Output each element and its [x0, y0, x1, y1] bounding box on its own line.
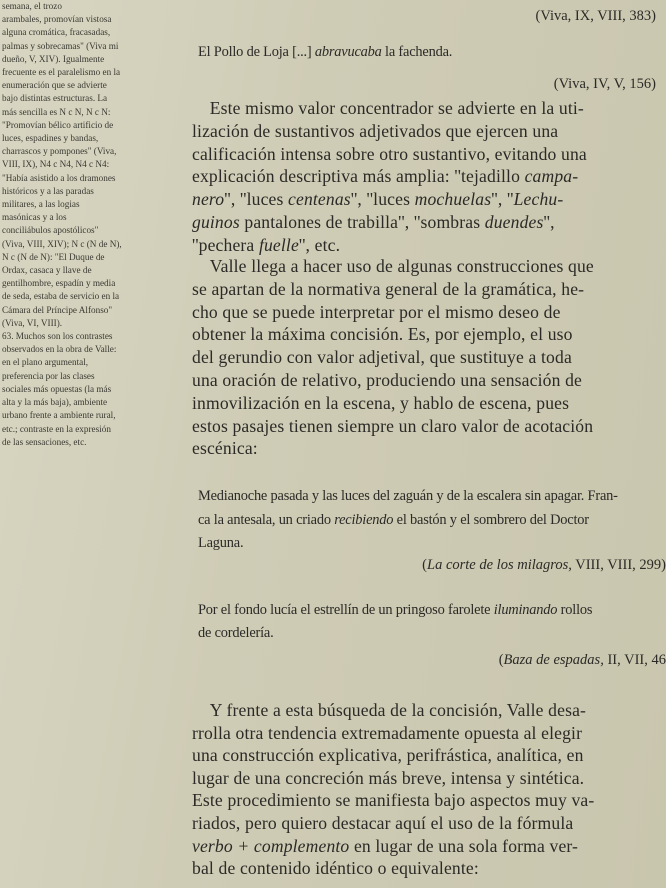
text-line: explicación descriptiva más amplia: ''tejadillo campa- — [192, 166, 579, 187]
text-line: lización de sustantivos adjetivados que ejercen una — [192, 120, 559, 141]
margin-note-line: alguna cromática, fracasadas, — [2, 27, 111, 38]
margin-note-line: N c (N de N): "El Duque de — [2, 251, 105, 262]
margin-note-line: charrascos y pompones" (Viva, — [2, 146, 117, 157]
quote-1-citation: (Viva, IV, V, 156) — [553, 76, 656, 92]
margin-note-line: conciliábulos apostólicos" — [2, 225, 99, 236]
margin-note-line: VIII, IX), N4 c N4, N4 c N4: — [2, 159, 110, 170]
margin-note-line: arambales, promovían vistosa — [2, 14, 112, 25]
margin-note-line: de seda, estaba de servicio en la — [2, 291, 120, 302]
margin-note-line: semana, el trozo — [2, 1, 62, 11]
margin-note-line: enumeración que se advierte — [2, 80, 107, 91]
text-line: Medianoche pasada y las luces del zaguán y de la escalera sin apagar. Fran- — [198, 488, 618, 504]
text-line: del gerundio con valor adjetival, que sustituye a toda — [192, 347, 572, 368]
margin-note-line: "Promovían bélico artificio de — [2, 119, 114, 130]
text-line: riados, pero quiero destacar aquí el uso de la fórmula — [192, 813, 574, 833]
margin-note-line: luces, espadines y bandas, — [2, 133, 99, 144]
quote-1: El Pollo de Loja [...] abravucaba la fachenda. — [198, 44, 453, 60]
text-line: estos pasajes tienen siempre un claro valor de acotación — [192, 415, 594, 436]
margin-note-line: frecuente es el paralelismo en la — [2, 67, 121, 78]
margin-note-line: urbano frente a ambiente rural, — [2, 410, 116, 421]
margin-note-line: 63. Muchos son los contrastes — [2, 331, 113, 342]
text-line: Y frente a esta búsqueda de la concisión, Valle desa- — [192, 700, 587, 720]
margin-note-line: (Viva, VIII, XIV); N c (N de N), — [2, 238, 122, 249]
quote-3-citation: (Baza de espadas, II, VII, 46 — [498, 652, 666, 668]
text-line: rrolla otra tendencia extremadamente opuesta al elegir — [192, 722, 583, 743]
margin-note-line: "Había asistido a los dramones — [2, 172, 116, 183]
margin-note-line: sociales más opuestas (la más — [2, 383, 112, 394]
margin-note-line: preferencia por las clases — [2, 370, 95, 381]
text-line: verbo + complemento en lugar de una sola forma ver- — [192, 835, 579, 856]
text-line: ca la antesala, un criado recibiendo el bastón y el sombrero del Doctor — [198, 511, 589, 528]
text-line: obtener la máxima concisión. Es, por ejemplo, el uso — [192, 324, 573, 345]
margin-note-line: etc.; contraste en la expresión — [2, 423, 111, 434]
margin-note-line: Ordax, casaca y llave de — [2, 265, 92, 276]
top-citation: (Viva, IX, VIII, 383) — [535, 8, 656, 24]
text-line: de cordelería. — [198, 625, 274, 641]
margin-notes — [0, 0, 178, 560]
margin-note-line: en el plano argumental, — [2, 357, 89, 368]
text-line: escénica: — [192, 438, 258, 459]
margin-note-line: palmas y sobrecamas" (Viva mi — [2, 40, 119, 51]
margin-note-line: observados en la obra de Valle: — [2, 344, 117, 355]
text-line: Este procedimiento se manifiesta bajo aspectos muy va- — [192, 790, 595, 811]
margin-note-line: militares, a las logias — [2, 199, 80, 210]
text-line: Valle llega a hacer uso de algunas construcciones que — [192, 256, 594, 276]
margin-note-line: Cámara del Príncipe Alfonso" — [2, 304, 113, 315]
margin-note-line: alta y la más baja), ambiente — [2, 397, 108, 408]
margin-note-line: históricos y a las paradas — [2, 185, 94, 196]
text-line: Laguna. — [198, 535, 244, 551]
margin-note-line: más sencilla es N c N, N c N: — [2, 106, 111, 117]
quote-2-citation: (La corte de los milagros, VIII, VIII, 299) — [422, 557, 666, 573]
text-line: una oración de relativo, produciendo una sensación de — [192, 370, 582, 390]
text-line: guinos pantalones de trabilla'', ''sombras duendes'', — [192, 212, 555, 232]
text-line: calificación intensa sobre otro sustantivo, evitando una — [192, 143, 587, 164]
text-line: nero'', ''luces centenas'', ''luces mochuelas'', ''Lechu- — [192, 189, 564, 210]
text-line: una construcción explicativa, perifrástica, analítica, en — [192, 745, 584, 766]
margin-note-line: (Viva, VI, VIII). — [2, 317, 63, 328]
margin-note-line: masónicas y a los — [2, 212, 67, 223]
margin-note-line: bajo distintas estructuras. La — [2, 93, 108, 104]
text-line: lugar de una concreción más breve, intensa y sintética. — [192, 767, 585, 788]
text-line: Por el fondo lucía el estrellín de un pringoso farolete iluminando rollos — [198, 602, 593, 618]
main-column — [192, 0, 666, 888]
margin-note-line: de las sensaciones, etc. — [2, 436, 87, 447]
margin-note-line: gentilhombre, espadín y media — [2, 278, 116, 289]
text-line: bal de contenido idéntico o equivalente: — [192, 858, 479, 879]
text-line: inmovilización en la escena, y hablo de escena, pues — [192, 392, 570, 413]
text-line: cho que se puede interpretar por el mismo deseo de — [192, 301, 561, 322]
text-line: se apartan de la normativa general de la gramática, he- — [192, 278, 585, 299]
margin-note-line: dueño, V, XIV). Igualmente — [2, 53, 105, 64]
text-line: Este mismo valor concentrador se advierte en la uti- — [192, 98, 584, 118]
text-line: ''pechera fuelle'', etc. — [192, 234, 341, 255]
